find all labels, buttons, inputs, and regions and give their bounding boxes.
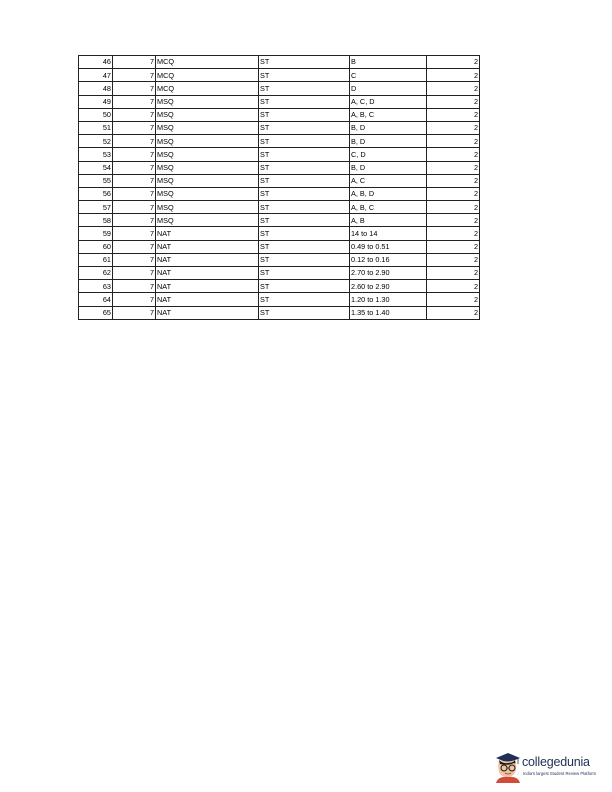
section-cell: 7 <box>113 108 156 121</box>
table-row <box>79 135 480 148</box>
question-number-cell: 61 <box>79 253 113 266</box>
answer-key-cell: A, B, C <box>350 201 427 214</box>
subject-cell: ST <box>259 240 350 253</box>
answer-key-cell: D <box>350 82 427 95</box>
table-row <box>79 201 480 214</box>
marks-cell: 2 <box>427 240 480 253</box>
subject-cell: ST <box>259 135 350 148</box>
answer-key-cell: A, B, C <box>350 108 427 121</box>
marks-cell: 2 <box>427 108 480 121</box>
marks-cell: 2 <box>427 148 480 161</box>
table-row <box>79 121 480 134</box>
answer-key-cell: B, D <box>350 161 427 174</box>
answer-key-cell: 14 to 14 <box>350 227 427 240</box>
marks-cell: 2 <box>427 187 480 200</box>
subject-cell: ST <box>259 56 350 69</box>
answer-key-cell: 1.35 to 1.40 <box>350 306 427 319</box>
table-row <box>79 174 480 187</box>
subject-cell: ST <box>259 214 350 227</box>
question-number-cell: 64 <box>79 293 113 306</box>
answer-key-cell: C <box>350 69 427 82</box>
table-row <box>79 214 480 227</box>
answer-key-body <box>79 56 480 320</box>
marks-cell: 2 <box>427 306 480 319</box>
question-type-cell: NAT <box>156 240 259 253</box>
question-type-cell: NAT <box>156 293 259 306</box>
question-number-cell: 51 <box>79 121 113 134</box>
question-number-cell: 55 <box>79 174 113 187</box>
table-row <box>79 293 480 306</box>
subject-cell: ST <box>259 82 350 95</box>
table-row <box>79 267 480 280</box>
question-number-cell: 49 <box>79 95 113 108</box>
subject-cell: ST <box>259 201 350 214</box>
subject-cell: ST <box>259 227 350 240</box>
answer-key-cell: B, D <box>350 121 427 134</box>
answer-key-cell: 0.12 to 0.16 <box>350 253 427 266</box>
question-type-cell: MSQ <box>156 161 259 174</box>
question-number-cell: 52 <box>79 135 113 148</box>
answer-key-cell: 2.70 to 2.90 <box>350 267 427 280</box>
marks-cell: 2 <box>427 161 480 174</box>
question-type-cell: NAT <box>156 267 259 280</box>
marks-cell: 2 <box>427 267 480 280</box>
question-number-cell: 54 <box>79 161 113 174</box>
question-type-cell: MSQ <box>156 201 259 214</box>
question-number-cell: 65 <box>79 306 113 319</box>
question-number-cell: 50 <box>79 108 113 121</box>
section-cell: 7 <box>113 214 156 227</box>
section-cell: 7 <box>113 280 156 293</box>
question-number-cell: 59 <box>79 227 113 240</box>
subject-cell: ST <box>259 161 350 174</box>
question-type-cell: MSQ <box>156 174 259 187</box>
logo-tagline: India's largest Student Review Platform <box>523 771 596 776</box>
answer-key-cell: B <box>350 56 427 69</box>
question-type-cell: MSQ <box>156 214 259 227</box>
table-row <box>79 253 480 266</box>
table-row <box>79 148 480 161</box>
subject-cell: ST <box>259 293 350 306</box>
answer-key-cell: A, B, D <box>350 187 427 200</box>
marks-cell: 2 <box>427 201 480 214</box>
question-number-cell: 46 <box>79 56 113 69</box>
question-type-cell: MCQ <box>156 69 259 82</box>
marks-cell: 2 <box>427 174 480 187</box>
question-type-cell: MSQ <box>156 95 259 108</box>
question-type-cell: NAT <box>156 253 259 266</box>
table-row <box>79 187 480 200</box>
section-cell: 7 <box>113 306 156 319</box>
section-cell: 7 <box>113 69 156 82</box>
question-type-cell: MSQ <box>156 187 259 200</box>
section-cell: 7 <box>113 201 156 214</box>
question-type-cell: NAT <box>156 227 259 240</box>
question-number-cell: 48 <box>79 82 113 95</box>
section-cell: 7 <box>113 227 156 240</box>
marks-cell: 2 <box>427 293 480 306</box>
marks-cell: 2 <box>427 280 480 293</box>
table-row <box>79 161 480 174</box>
section-cell: 7 <box>113 121 156 134</box>
collegedunia-logo <box>492 749 610 783</box>
table-row <box>79 108 480 121</box>
section-cell: 7 <box>113 148 156 161</box>
question-type-cell: MCQ <box>156 82 259 95</box>
question-number-cell: 53 <box>79 148 113 161</box>
section-cell: 7 <box>113 161 156 174</box>
marks-cell: 2 <box>427 214 480 227</box>
answer-key-cell: 2.60 to 2.90 <box>350 280 427 293</box>
question-type-cell: MCQ <box>156 56 259 69</box>
question-type-cell: MSQ <box>156 108 259 121</box>
question-number-cell: 58 <box>79 214 113 227</box>
answer-key-table <box>78 55 480 320</box>
student-mascot-icon <box>492 749 522 783</box>
marks-cell: 2 <box>427 135 480 148</box>
question-number-cell: 47 <box>79 69 113 82</box>
section-cell: 7 <box>113 95 156 108</box>
marks-cell: 2 <box>427 69 480 82</box>
subject-cell: ST <box>259 174 350 187</box>
question-number-cell: 60 <box>79 240 113 253</box>
subject-cell: ST <box>259 95 350 108</box>
table-row <box>79 82 480 95</box>
section-cell: 7 <box>113 174 156 187</box>
table-row <box>79 306 480 319</box>
section-cell: 7 <box>113 267 156 280</box>
table-row <box>79 56 480 69</box>
marks-cell: 2 <box>427 56 480 69</box>
answer-key-cell: A, C <box>350 174 427 187</box>
table-row <box>79 227 480 240</box>
marks-cell: 2 <box>427 227 480 240</box>
question-number-cell: 62 <box>79 267 113 280</box>
answer-key-cell: B, D <box>350 135 427 148</box>
subject-cell: ST <box>259 108 350 121</box>
question-number-cell: 57 <box>79 201 113 214</box>
section-cell: 7 <box>113 293 156 306</box>
section-cell: 7 <box>113 56 156 69</box>
section-cell: 7 <box>113 82 156 95</box>
section-cell: 7 <box>113 240 156 253</box>
question-type-cell: MSQ <box>156 148 259 161</box>
table-row <box>79 280 480 293</box>
section-cell: 7 <box>113 253 156 266</box>
answer-key-cell: 1.20 to 1.30 <box>350 293 427 306</box>
question-number-cell: 63 <box>79 280 113 293</box>
subject-cell: ST <box>259 253 350 266</box>
subject-cell: ST <box>259 121 350 134</box>
answer-key-cell: C, D <box>350 148 427 161</box>
logo-wordmark: collegedunia <box>522 755 590 769</box>
question-type-cell: MSQ <box>156 135 259 148</box>
question-number-cell: 56 <box>79 187 113 200</box>
answer-key-cell: A, C, D <box>350 95 427 108</box>
table-row <box>79 240 480 253</box>
question-type-cell: NAT <box>156 280 259 293</box>
subject-cell: ST <box>259 69 350 82</box>
answer-key-cell: A, B <box>350 214 427 227</box>
subject-cell: ST <box>259 280 350 293</box>
marks-cell: 2 <box>427 95 480 108</box>
subject-cell: ST <box>259 148 350 161</box>
subject-cell: ST <box>259 306 350 319</box>
table-row <box>79 95 480 108</box>
question-type-cell: NAT <box>156 306 259 319</box>
marks-cell: 2 <box>427 121 480 134</box>
subject-cell: ST <box>259 187 350 200</box>
subject-cell: ST <box>259 267 350 280</box>
marks-cell: 2 <box>427 82 480 95</box>
table-row <box>79 69 480 82</box>
section-cell: 7 <box>113 187 156 200</box>
question-type-cell: MSQ <box>156 121 259 134</box>
answer-key-cell: 0.49 to 0.51 <box>350 240 427 253</box>
section-cell: 7 <box>113 135 156 148</box>
marks-cell: 2 <box>427 253 480 266</box>
